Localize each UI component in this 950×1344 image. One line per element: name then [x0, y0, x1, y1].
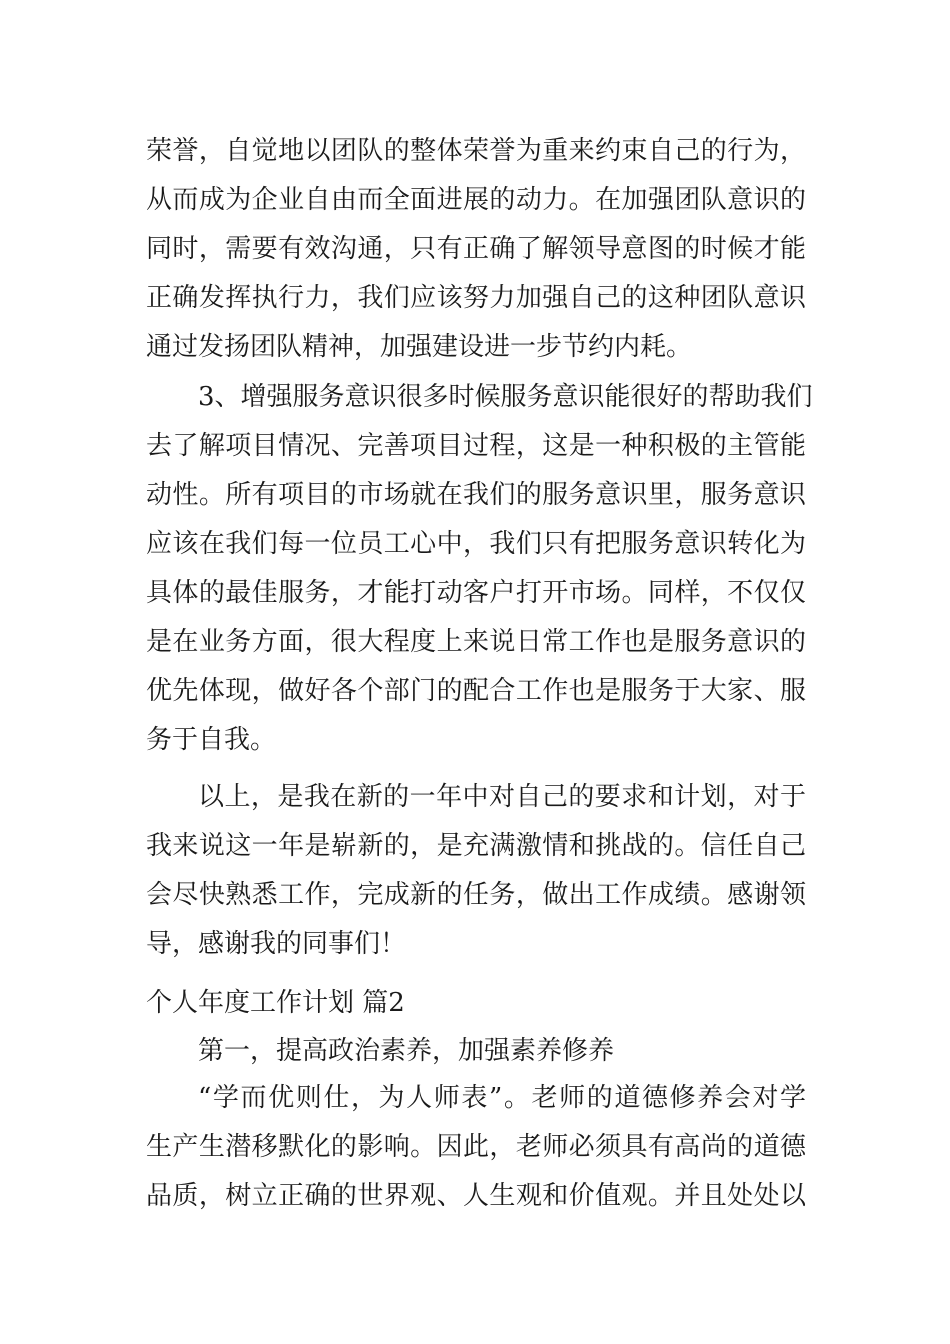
- paragraph-line: 会尽快熟悉工作，完成新的任务，做出工作成绩。感谢领: [146, 880, 806, 910]
- paragraph-line: 导，感谢我的同事们！: [146, 929, 407, 959]
- paragraph-line: 正确发挥执行力，我们应该努力加强自己的这种团队意识: [146, 283, 806, 313]
- paragraph-line: 去了解项目情况、完善项目过程，这是一种积极的主管能: [146, 431, 806, 461]
- subheading: 第一，提高政治素养，加强素养修养: [198, 1036, 615, 1066]
- paragraph-line: 务于自我。: [146, 725, 277, 755]
- paragraph-line: 以上，是我在新的一年中对自己的要求和计划，对于: [198, 782, 806, 812]
- paragraph-conclusion: [146, 773, 806, 969]
- paragraph-line: 我来说这一年是崭新的，是充满激情和挑战的。信任自己: [146, 831, 806, 861]
- paragraph-line: 通过发扬团队精神，加强建设进一步节约内耗。: [146, 332, 693, 362]
- paragraph-line: 品质，树立正确的世界观、人生观和价值观。并且处处以: [146, 1181, 806, 1211]
- paragraph-line: 生产生潜移默化的影响。因此，老师必须具有高尚的道德: [146, 1132, 806, 1162]
- paragraph-moral-cultivation: [146, 1074, 806, 1221]
- paragraph-line: 优先体现，做好各个部门的配合工作也是服务于大家、服: [146, 676, 806, 706]
- paragraph-line: 具体的最佳服务，才能打动客户打开市场。同样，不仅仅: [146, 578, 806, 608]
- paragraph-line: 应该在我们每一位员工心中，我们只有把服务意识转化为: [146, 529, 806, 559]
- paragraph-line: 同时，需要有效沟通，只有正确了解领导意图的时候才能: [146, 234, 806, 264]
- paragraph-line: 3、增强服务意识很多时候服务意识能很好的帮助我们: [198, 382, 813, 412]
- paragraph-line: 动性。所有项目的市场就在我们的服务意识里，服务意识: [146, 480, 806, 510]
- paragraph-line: 从而成为企业自由而全面进展的动力。在加强团队意识的: [146, 185, 806, 215]
- paragraph-service-awareness: [146, 373, 813, 765]
- paragraph-line: 是在业务方面，很大程度上来说日常工作也是服务意识的: [146, 627, 806, 657]
- paragraph-line: 荣誉，自觉地以团队的整体荣誉为重来约束自己的行为，: [146, 136, 806, 166]
- paragraph-line: “学而优则仕，为人师表”。老师的道德修养会对学: [198, 1083, 806, 1113]
- section-heading: 个人年度工作计划 篇2: [146, 988, 405, 1018]
- paragraph-team-awareness: [146, 127, 806, 372]
